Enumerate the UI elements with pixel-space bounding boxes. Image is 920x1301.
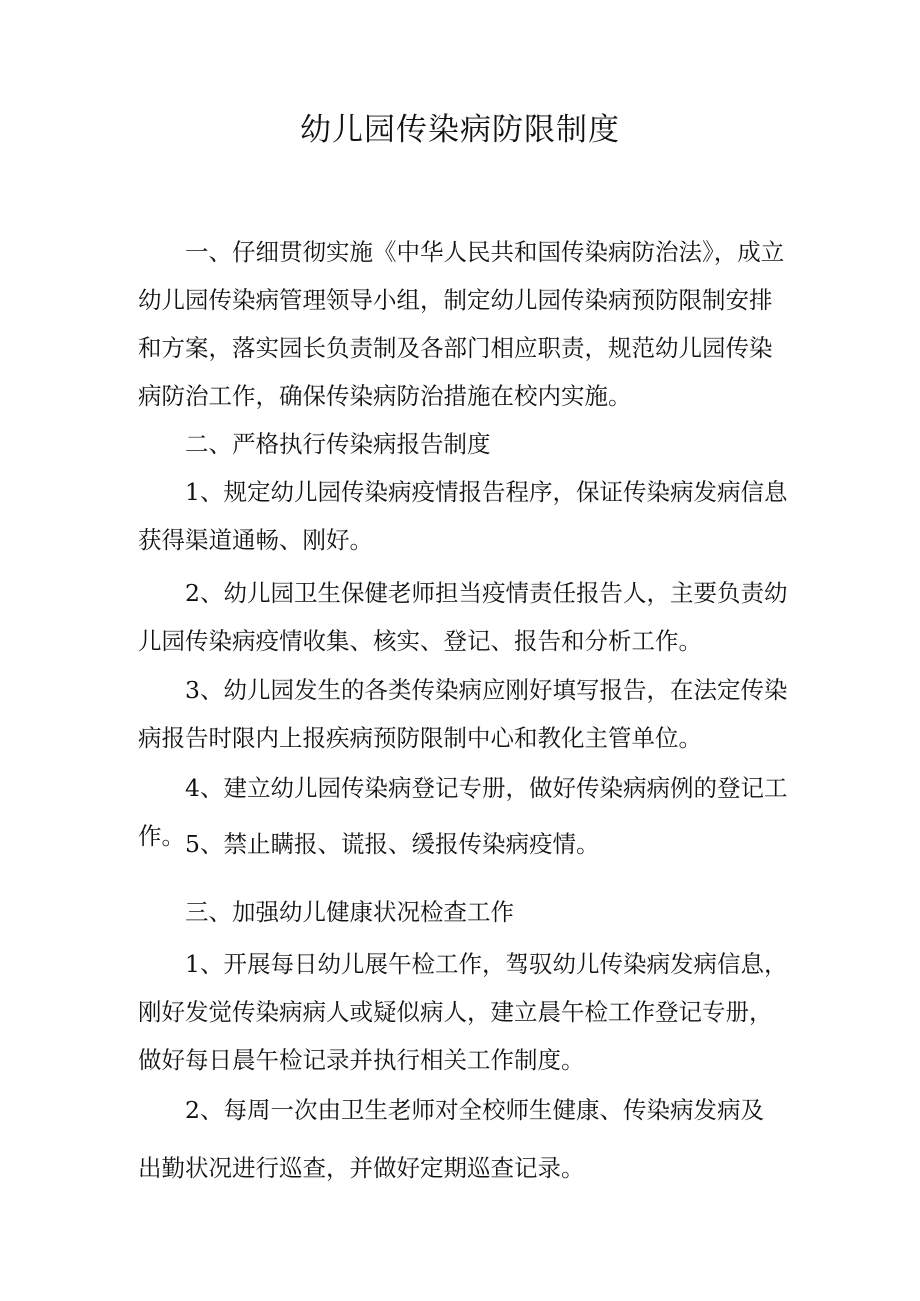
paragraph-5: 3、幼儿园发生的各类传染病应刚好填写报告，在法定传染病报告时限内上报疾病预防限制中心和教化主管单位。 [138,676,788,752]
paragraph-7: 5、禁止瞒报、谎报、缓报传染病疫情。 [185,830,600,858]
paragraph-3: 1、规定幼儿园传染病疫情报告程序，保证传染病发病信息获得渠道通畅、刚好。 [138,478,788,554]
document-title: 幼儿园传染病防限制度 [300,112,620,148]
paragraph-10: 2、每周一次由卫生老师对全校师生健康、传染病发病及 [185,1096,764,1124]
paragraph-11: 出勤状况进行巡查，并做好定期巡查记录。 [138,1154,585,1182]
paragraph-9: 1、开展每日幼儿展午检工作，驾驭幼儿传染病发病信息，刚好发觉传染病病人或疑似病人，建立晨午检工作登记专册，做好每日晨午检记录并执行相关工作制度。 [138,950,788,1074]
paragraph-2: 二、严格执行传染病报告制度 [185,430,491,458]
paragraph-4: 2、幼儿园卫生保健老师担当疫情责任报告人，主要负责幼儿园传染病疫情收集、核实、登记、报告和分析工作。 [138,579,788,655]
paragraph-8: 三、加强幼儿健康状况检查工作 [185,898,514,926]
paragraph-6: 4、建立幼儿园传染病登记专册，做好传染病病例的登记工作。 [138,774,788,850]
paragraph-1: 一、仔细贯彻实施《中华人民共和国传染病防治法》，成立幼儿园传染病管理领导小组，制定幼儿园传染病预防限制安排和方案，落实园长负责制及各部门相应职责，规范幼儿园传染病防治工作，确保传染病防治措施在校内实施。 [138,238,785,410]
